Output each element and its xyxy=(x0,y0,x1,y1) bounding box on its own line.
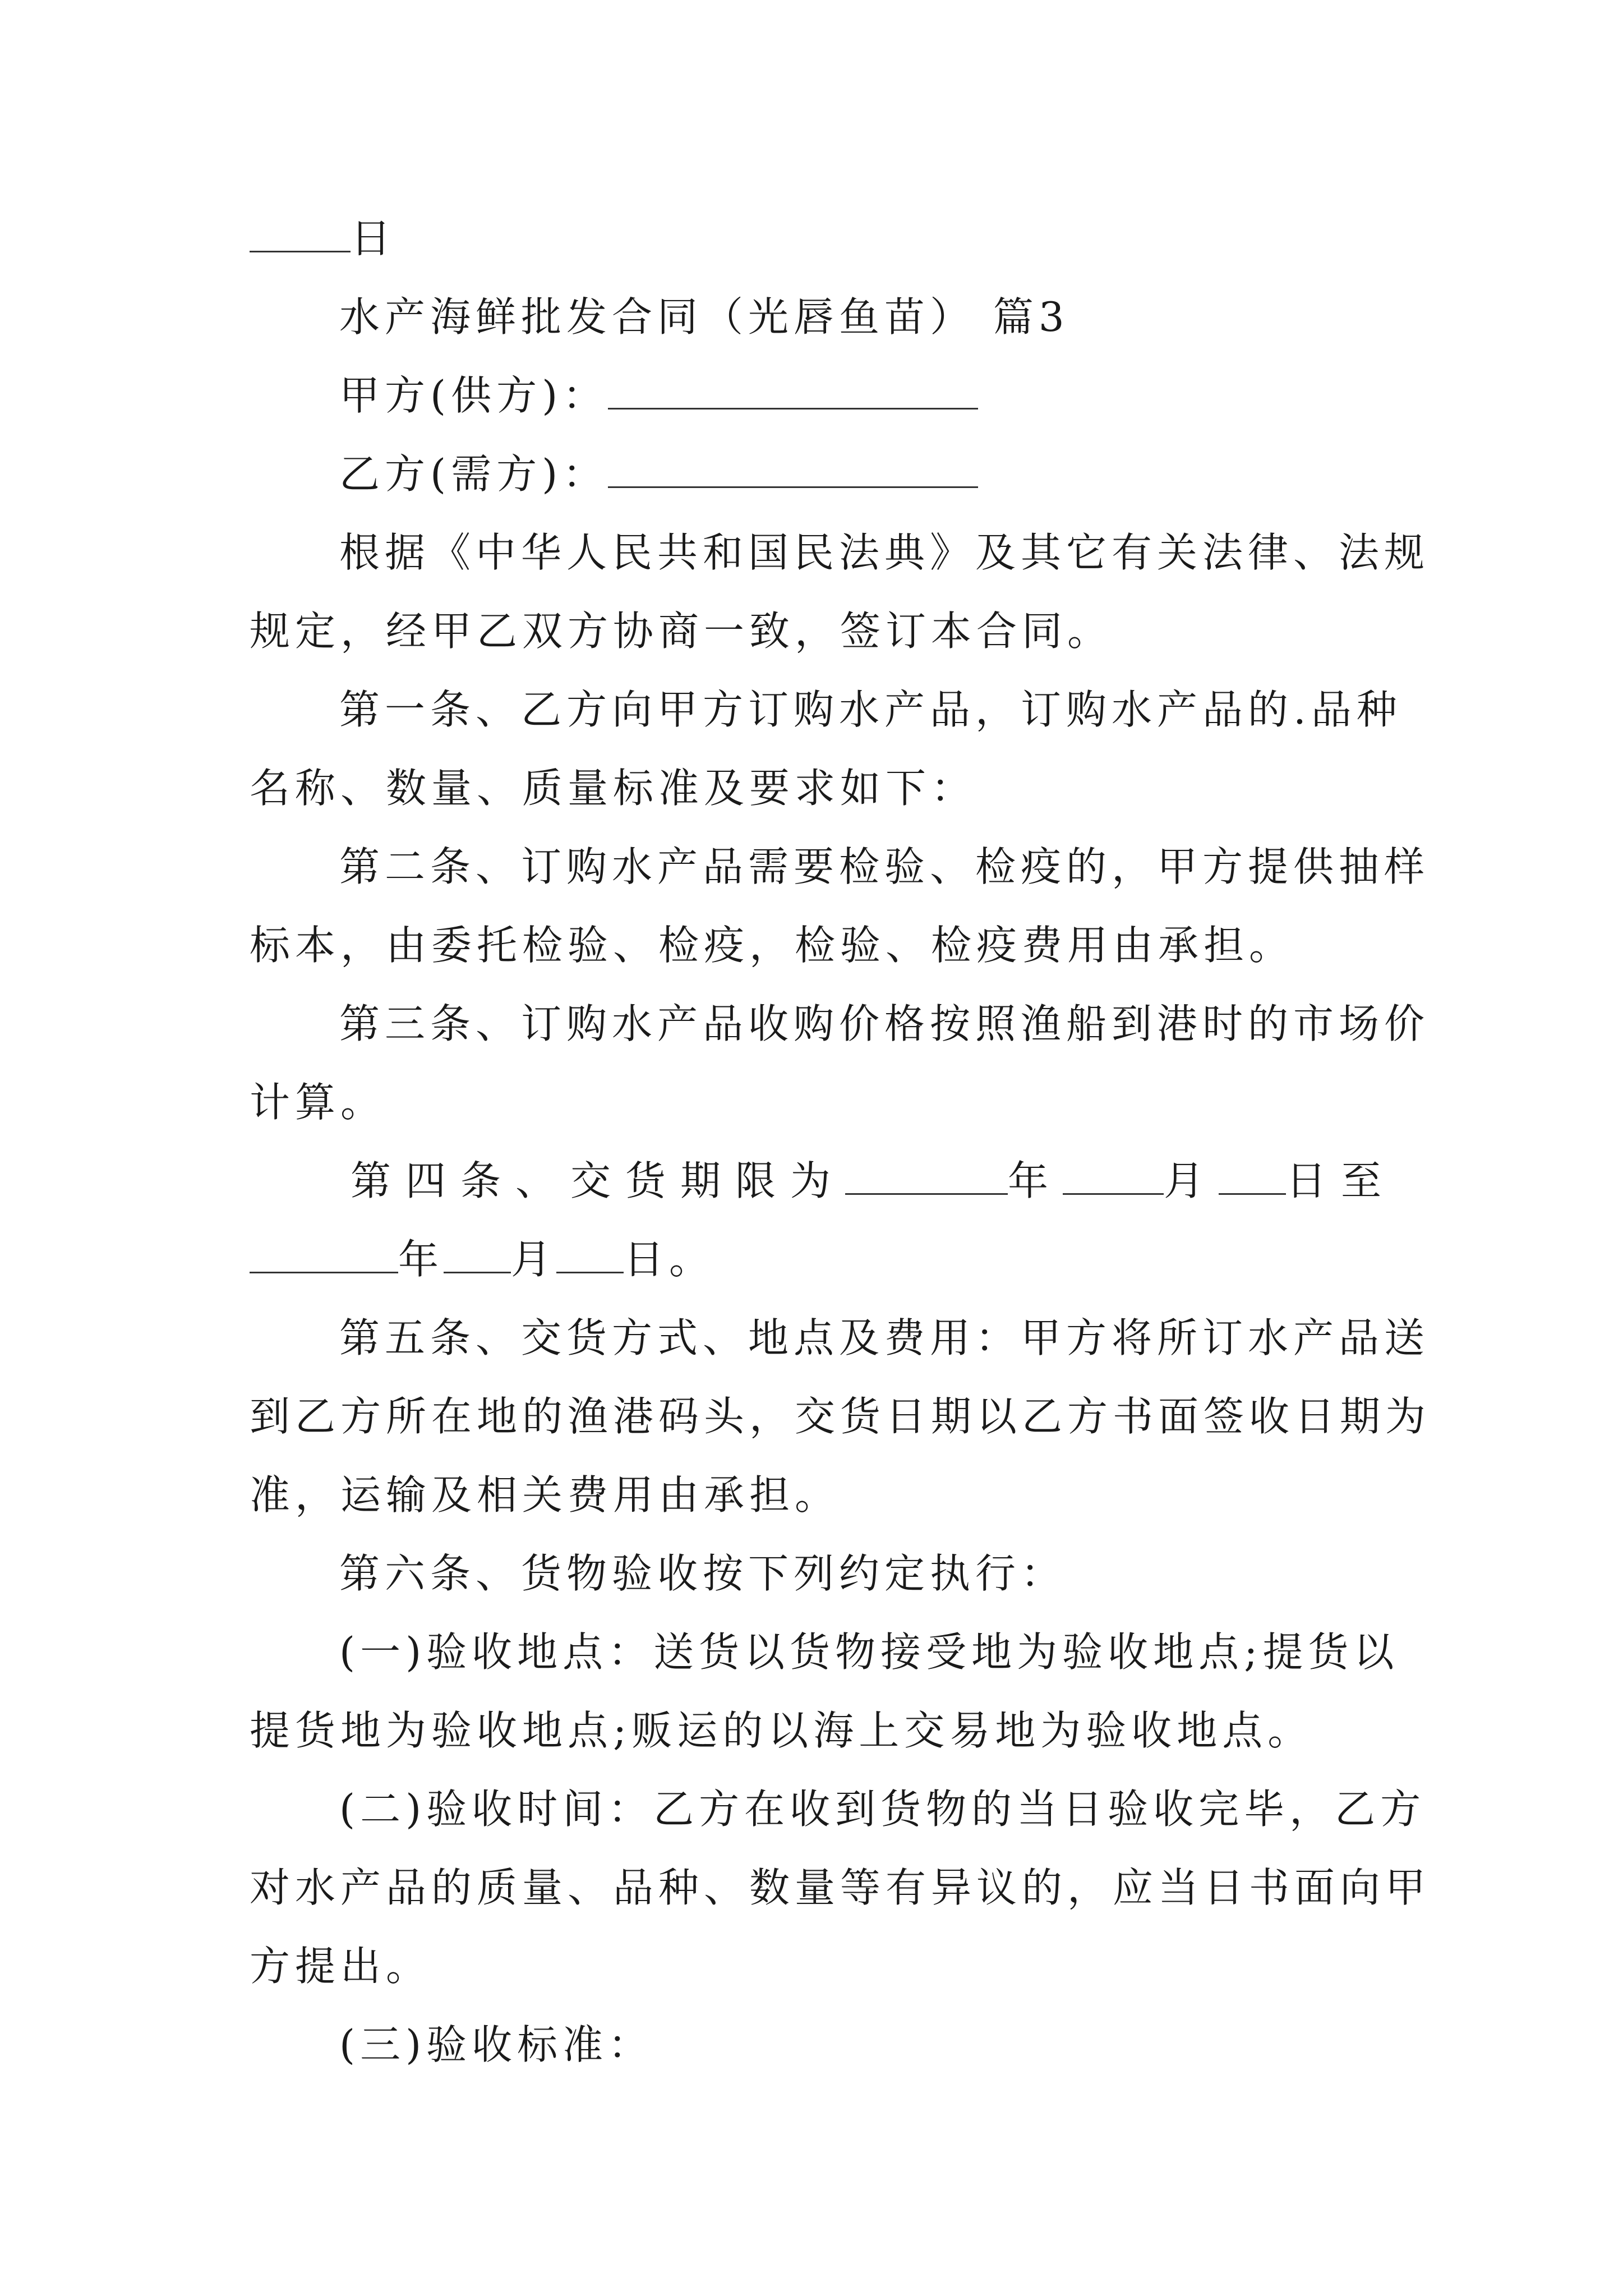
section-2-line-3: 方提出。 xyxy=(250,1943,432,1990)
end-day-label: 日。 xyxy=(624,1236,715,1283)
section-2-line-2: 对水产品的质量、品种、数量等有异议的，应当日书面向甲 xyxy=(250,1864,1431,1911)
party-b-blank xyxy=(608,452,978,488)
section-1-line-1: (一)验收地点：送货以货物接受地为验收地点;提货以 xyxy=(339,1628,1399,1676)
article-2-line-1: 第二条、订购水产品需要检验、检疫的，甲方提供抽样 xyxy=(339,843,1430,890)
article-1-line-1: 第一条、乙方向甲方订购水产品，订购水产品的.品种 xyxy=(339,686,1402,733)
article-5-line-2: 到乙方所在地的渔港码头，交货日期以乙方书面签收日期为 xyxy=(250,1393,1431,1440)
article-6-line: 第六条、货物验收按下列约定执行： xyxy=(339,1550,1067,1597)
party-a-line xyxy=(339,370,1388,421)
end-day-blank xyxy=(556,1237,624,1273)
end-month-blank xyxy=(444,1237,511,1273)
section-3-line-1: (三)验收标准： xyxy=(339,2021,654,2068)
contract-title: 水产海鲜批发合同（光唇鱼苗） 篇3 xyxy=(339,293,1069,341)
section-2-line-1: (二)验收时间：乙方在收到货物的当日验收完毕，乙方 xyxy=(339,1786,1426,1833)
month-blank xyxy=(1063,1158,1164,1195)
day-to-label: 日至 xyxy=(1286,1157,1396,1204)
party-a-label: 甲方(供方)： xyxy=(339,372,608,419)
intro-line-1: 根据《中华人民共和国民法典》及其它有关法律、法规 xyxy=(339,529,1430,576)
month-label: 月 xyxy=(1164,1157,1219,1204)
article-5-line-3: 准，运输及相关费用由承担。 xyxy=(250,1471,841,1519)
article-4-line-2 xyxy=(250,1234,1388,1285)
end-year-label: 年 xyxy=(398,1236,444,1283)
section-1-line-2: 提货地为验收地点;贩运的以海上交易地为验收地点。 xyxy=(250,1707,1313,1754)
end-month-label: 月 xyxy=(511,1236,557,1283)
article-4-line-1 xyxy=(351,1156,1399,1206)
end-year-blank xyxy=(250,1237,398,1273)
year-label: 年 xyxy=(1008,1157,1063,1204)
day-blank xyxy=(1219,1158,1286,1195)
article-5-line-1: 第五条、交货方式、地点及费用：甲方将所订水产品送 xyxy=(339,1314,1430,1361)
date-fragment-line xyxy=(250,213,1388,264)
party-b-line xyxy=(339,449,1388,499)
article-4-prefix: 第四条、交货期限为 xyxy=(351,1157,846,1204)
year-blank xyxy=(845,1158,1008,1195)
party-a-blank xyxy=(608,373,978,409)
article-3-line-1: 第三条、订购水产品收购价格按照渔船到港时的市场价 xyxy=(339,1000,1430,1047)
article-1-line-2: 名称、数量、质量标准及要求如下： xyxy=(250,765,977,812)
blank-field xyxy=(250,216,351,252)
article-2-line-2: 标本，由委托检验、检疫，检验、检疫费用由承担。 xyxy=(250,922,1295,969)
party-b-label: 乙方(需方)： xyxy=(339,450,608,498)
intro-line-2: 规定，经甲乙双方协商一致，签订本合同。 xyxy=(250,608,1113,655)
day-label: 日 xyxy=(351,215,396,262)
article-3-line-2: 计算。 xyxy=(250,1079,386,1126)
